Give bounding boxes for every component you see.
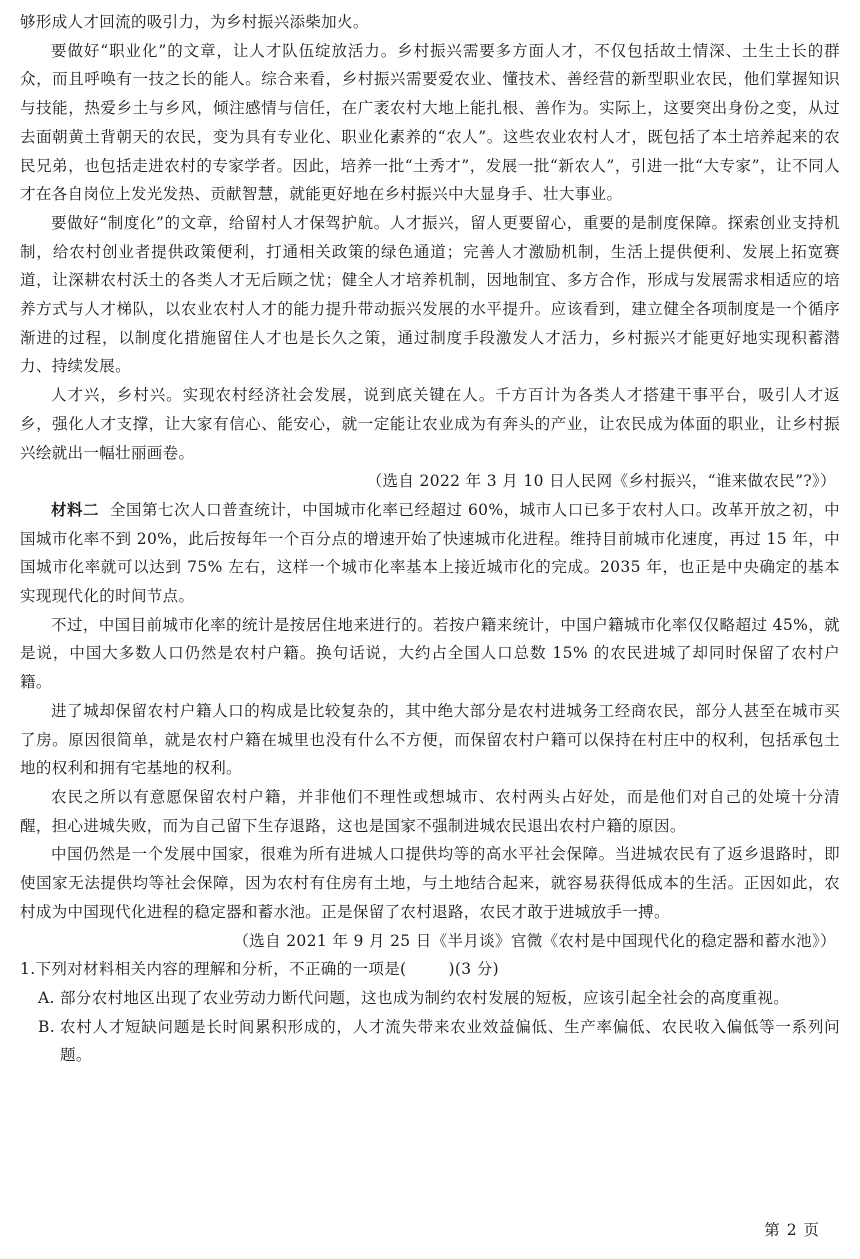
material2-label: 材料二 bbox=[51, 500, 100, 519]
exam-page bbox=[20, 8, 840, 1070]
material1-source: （选自 2022 年 3 月 10 日人民网《乡村振兴，“谁来做农民”?》） bbox=[366, 472, 836, 491]
question-1-stem-before: 1.下列对材料相关内容的理解和分析，不正确的一项是( bbox=[20, 960, 407, 979]
material2-paragraph-1 bbox=[20, 496, 840, 611]
question-1-option-a bbox=[20, 984, 840, 1013]
material2-paragraph-3: 进了城却保留农村户籍人口的构成是比较复杂的，其中绝大部分是农村进城务工经商农民，部分人甚至在城市买了房。原因很简单，就是农村户籍在城里也没有什么不方便，而保留农村户籍可以保持在村庄中的权利，包括承包土地的权利和拥有宅基地的权利。 bbox=[20, 701, 840, 778]
material1-paragraph-professional: 要做好“职业化”的文章，让人才队伍绽放活力。乡村振兴需要多方面人才，不仅包括故土情深、土生土长的群众，而且呼唤有一技之长的能人。综合来看，乡村振兴需要爱农业、懂技术、善经营的新型职业农民，他们掌握知识与技能，热爱乡土与乡风，倾注感情与信任，在广袤农村大地上能扎根、善作为。实际上，这要突出身份之变，从过去面朝黄土背朝天的农民，变为具有专业化、职业化素养的“农人”。这些农业农村人才，既包括了本土培养起来的农民兄弟，也包括走进农村的专家学者。因此，培养一批“土秀才”，发展一批“新农人”，引进一批“大专家”，让不同人才在各自岗位上发光发热、贡献智慧，就能更好地在乡村振兴中大显身手、壮大事业。 bbox=[20, 41, 840, 204]
material1-continuation: 够形成人才回流的吸引力，为乡村振兴添柴加火。 bbox=[20, 13, 369, 31]
option-b-letter: B. bbox=[38, 1017, 56, 1036]
material2-paragraph-4: 农民之所以有意愿保留农村户籍，并非他们不理性或想城市、农村两头占好处，而是他们对自己的处境十分清醒，担心进城失败，而为自己留下生存退路，这也是国家不强制进城农民退出农村户籍的原因。 bbox=[20, 787, 840, 835]
material1-paragraph-institutional: 要做好“制度化”的文章，给留村人才保驾护航。人才振兴，留人更要留心，重要的是制度保障。探索创业支持机制，给农村创业者提供政策便利，打通相关政策的绿色通道；完善人才激励机制，生活上提供便利、发展上拓宽赛道，让深耕农村沃土的各类人才无后顾之忧；健全人才培养机制，因地制宜、多方合作，形成与发展需求相适应的培养方式与人才梯队，以农业农村人才的能力提升带动振兴发展的水平提升。应该看到，建立健全各项制度是一个循序渐进的过程，以制度化措施留住人才也是长久之策，通过制度手段激发人才活力，乡村振兴才能更好地实现积蓄潜力、持续发展。 bbox=[20, 213, 840, 376]
page-number: 第 2 页 bbox=[764, 1221, 820, 1239]
material2-paragraph-2: 不过，中国目前城市化率的统计是按居住地来进行的。若按户籍来统计，中国户籍城市化率仅仅略超过 45%，就是说，中国大多数人口仍然是农村户籍。换句话说，大约占全国人口总数 15% 的农民进城了却同时保留了农村户籍。 bbox=[20, 615, 840, 692]
material2-paragraph-5: 中国仍然是一个发展中国家，很难为所有进城人口提供均等的高水平社会保障。当进城农民有了返乡退路时，即使国家无法提供均等社会保障，因为农村有住房有土地，与土地结合起来，就容易获得低成本的生活。正因如此，农村成为中国现代化进程的稳定器和蓄水池。正是保留了农村退路，农民才敢于进城放手一搏。 bbox=[20, 845, 840, 921]
option-a-letter: A. bbox=[38, 988, 55, 1007]
option-a-text: 部分农村地区出现了农业劳动力断代问题，这也成为制约农村发展的短板，应该引起全社会的高度重视。 bbox=[60, 988, 790, 1007]
question-1-option-b bbox=[20, 1013, 840, 1070]
material1-paragraph-conclusion: 人才兴，乡村兴。实现农村经济社会发展，说到底关键在人。千方百计为各类人才搭建干事平台，吸引人才返乡，强化人才支撑，让大家有信心、能安心，就一定能让农业成为有奔头的产业，让农民成为体面的职业，让乡村振兴绘就出一幅壮丽画卷。 bbox=[20, 386, 840, 462]
question-1-stem-after: )(3 分) bbox=[448, 960, 499, 979]
material2-p1-text: 全国第七次人口普查统计，中国城市化率已经超过 60%，城市人口已多于农村人口。改革开放之初，中国城市化率不到 20%，此后按每年一个百分点的增速开始了快速城市化进程。维持目前城市化速度，再过 15 年，中国城市化率就可以达到 75% 左右，这样一个城市化率基本上接近城市化的完成。2035 年，也正是中央确定的基本实现现代化的时间节点。 bbox=[20, 500, 840, 606]
option-b-text: 农村人才短缺问题是长时间累积形成的，人才流失带来农业效益偏低、生产率偏低、农民收入偏低等一系列问题。 bbox=[60, 1017, 840, 1065]
question-1-stem bbox=[20, 955, 840, 984]
material2-source: （选自 2021 年 9 月 25 日《半月谈》官微《农村是中国现代化的稳定器和蓄水池》） bbox=[233, 931, 836, 950]
